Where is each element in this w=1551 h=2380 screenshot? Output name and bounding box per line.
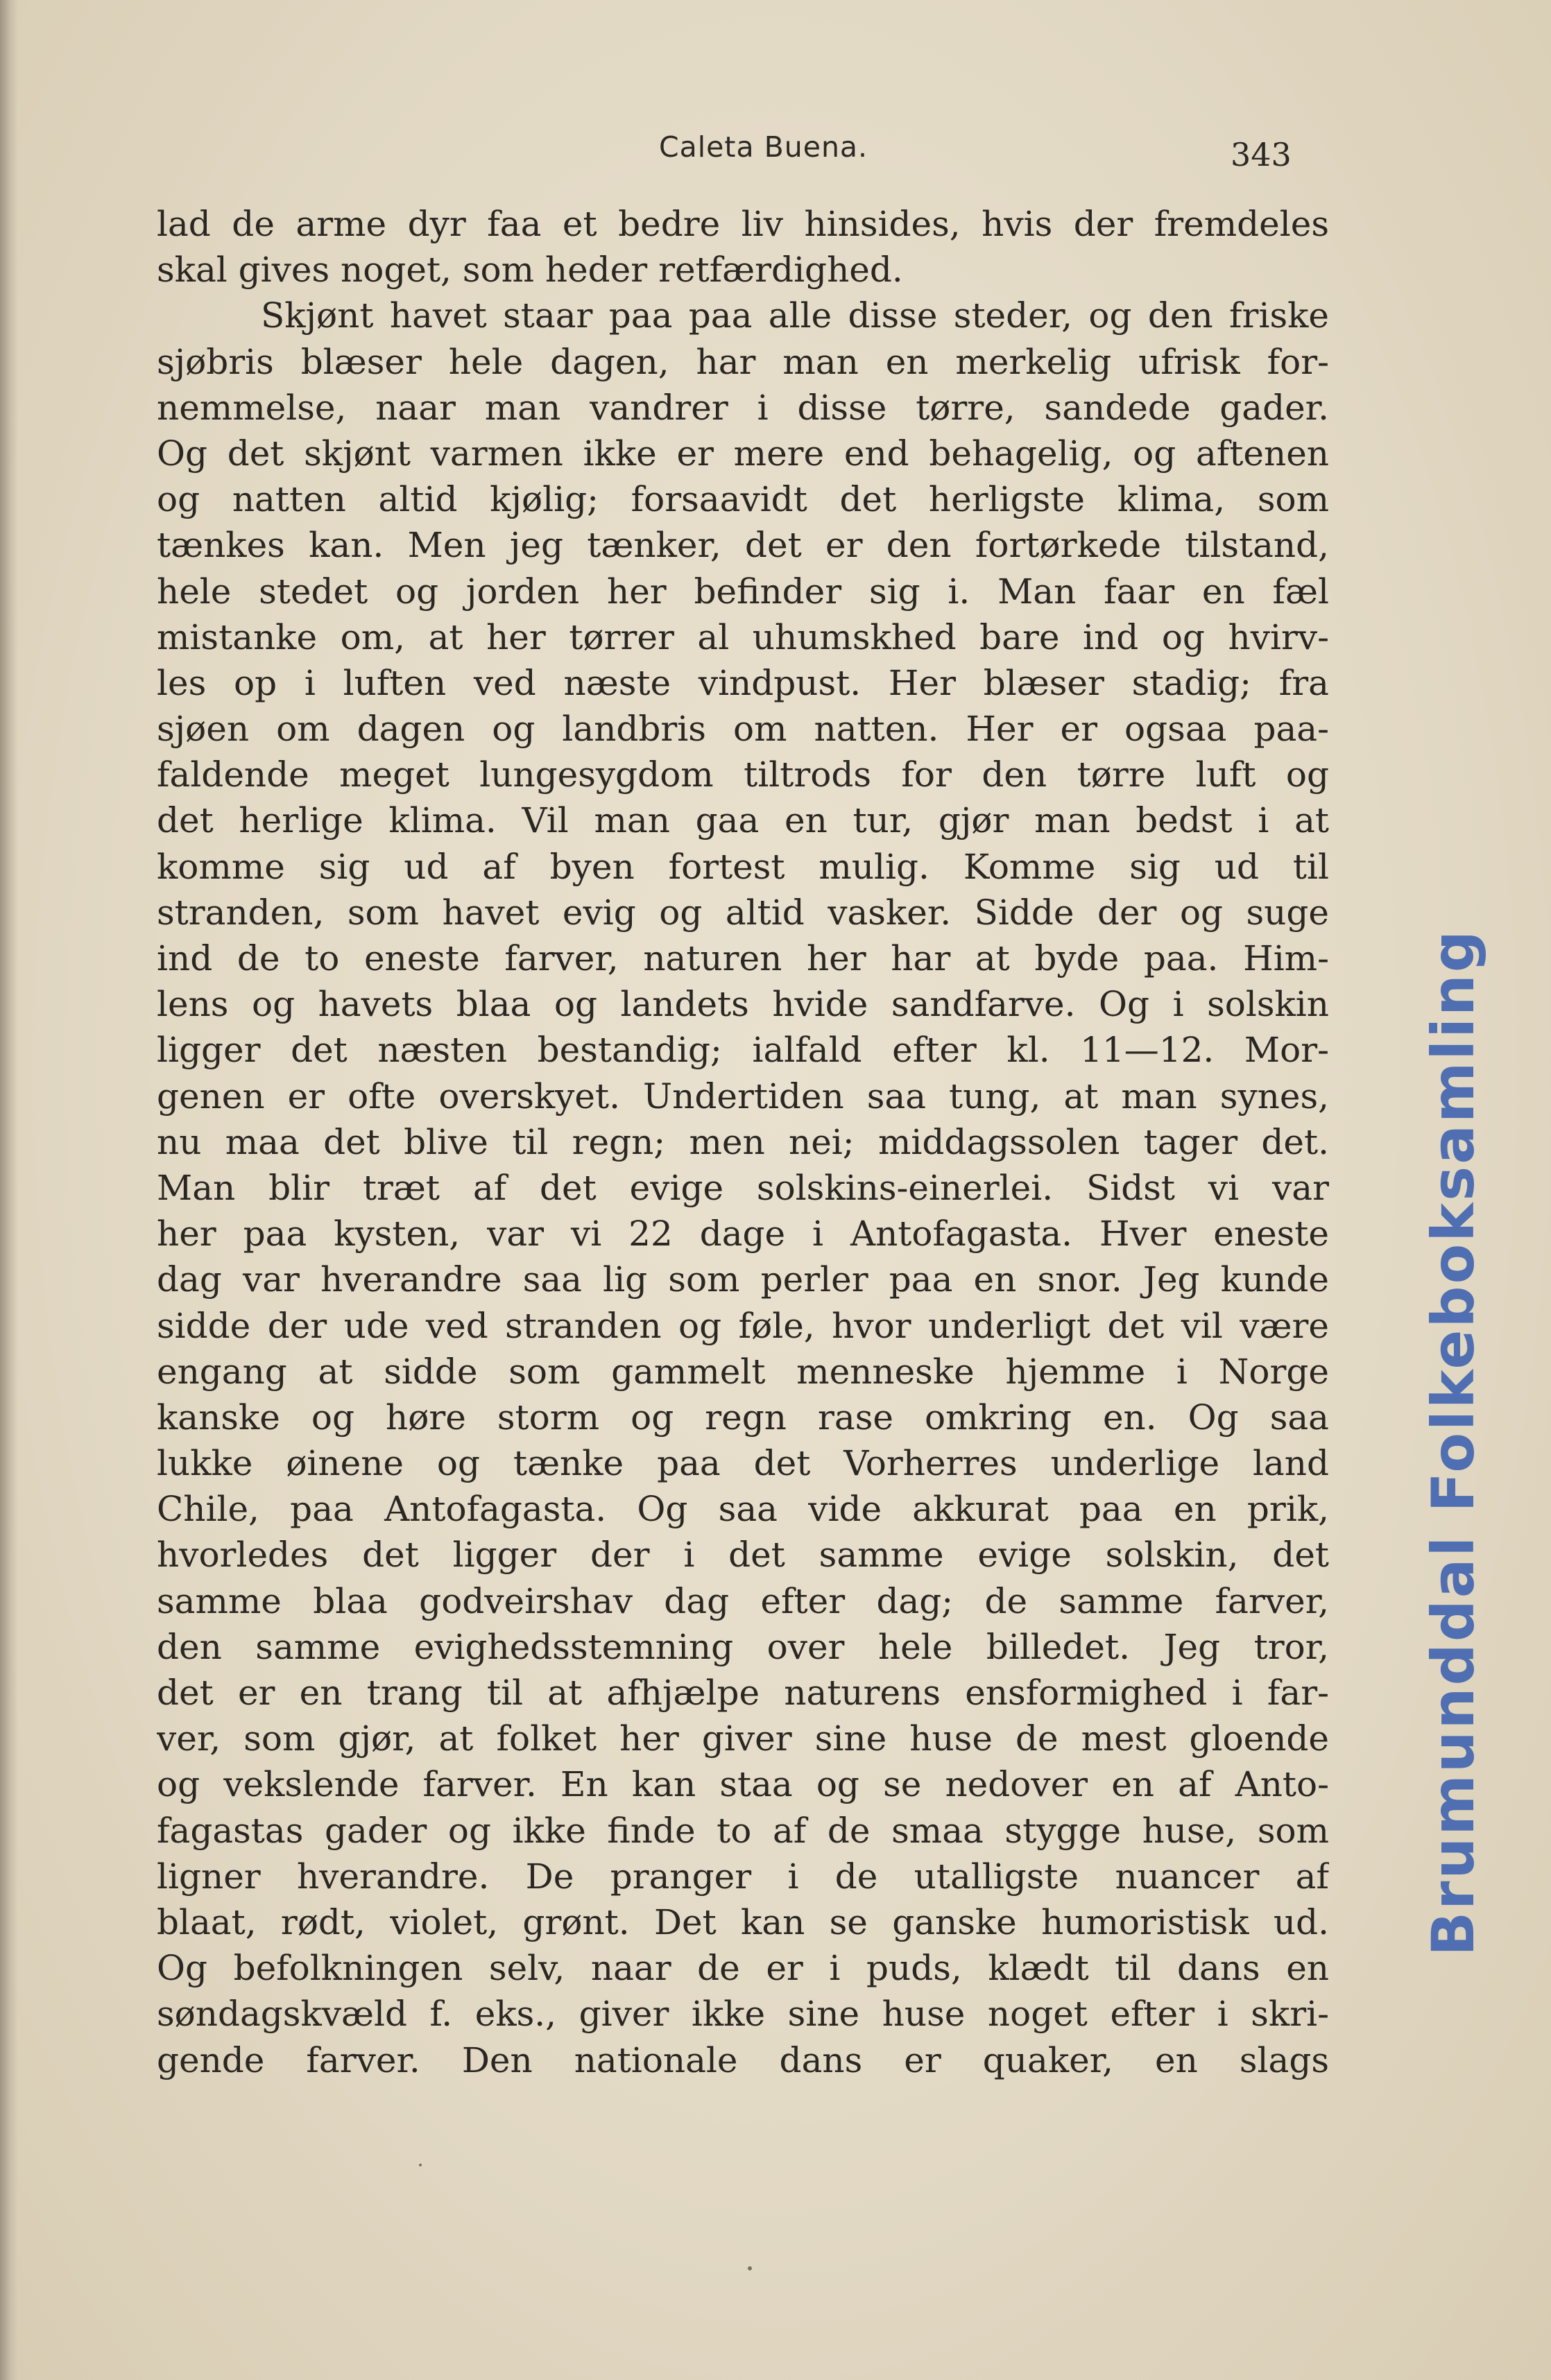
text-line: faldende meget lungesygdom tiltrods for den tørre luft og — [157, 754, 1329, 795]
library-stamp — [1419, 929, 1488, 1956]
text-line: det herlige klima. Vil man gaa en tur, gjør man bedst i at — [157, 800, 1329, 841]
text-line: Og det skjønt varmen ikke er mere end behagelig, og aftenen — [157, 433, 1329, 474]
text-line: det er en trang til at afhjælpe naturens ensformighed i far- — [157, 1673, 1329, 1713]
library-stamp-text: Brumunddal Folkeboksamling — [1419, 929, 1487, 1956]
text-line: og vekslende farver. En kan staa og se nedover en af Anto- — [157, 1764, 1329, 1805]
text-line: dag var hverandre saa lig som perler paa en snor. Jeg kunde — [157, 1259, 1329, 1300]
text-line: hele stedet og jorden her befinder sig i. Man faar en fæl — [157, 571, 1329, 612]
text-line: kanske og høre storm og regn rase omkring en. Og saa — [157, 1397, 1329, 1438]
text-line: skal gives noget, som heder retfærdighed. — [157, 250, 903, 291]
text-line: les op i luften ved næste vindpust. Her blæser stadig; fra — [157, 662, 1329, 703]
text-line: blaat, rødt, violet, grønt. Det kan se ganske humoristisk ud. — [157, 1902, 1329, 1942]
text-line: genen er ofte overskyet. Undertiden saa tung, at man synes, — [157, 1076, 1329, 1116]
text-line: sjøbris blæser hele dagen, har man en merkelig ufrisk for- — [157, 341, 1329, 382]
text-line: samme blaa godveirshav dag efter dag; de samme farver, — [157, 1580, 1329, 1621]
text-line: ligger det næsten bestandig; ialfald efter kl. 11—12. Mor- — [157, 1030, 1329, 1071]
text-line: tænkes kan. Men jeg tænker, det er den fortørkede tilstand, — [157, 525, 1329, 566]
text-line: den samme evighedsstemning over hele billedet. Jeg tror, — [157, 1626, 1329, 1667]
text-line: ind de to eneste farver, naturen her har at byde paa. Him- — [157, 938, 1329, 978]
text-line: nu maa det blive til regn; men nei; middagssolen tager det. — [157, 1121, 1329, 1162]
text-line: søndagskvæld f. eks., giver ikke sine huse noget efter i skri- — [157, 1994, 1329, 2035]
text-line: sidde der ude ved stranden og føle, hvor underligt det vil være — [157, 1305, 1329, 1346]
page-number: 343 — [1231, 136, 1292, 173]
text-line: lens og havets blaa og landets hvide sandfarve. Og i solskin — [157, 984, 1329, 1025]
text-line: Man blir træt af det evige solskins-einerlei. Sidst vi var — [157, 1167, 1329, 1208]
binding-edge — [0, 0, 18, 2380]
text-line: ligner hverandre. De pranger i de utalligste nuancer af — [157, 1856, 1329, 1897]
paper-speck — [419, 2164, 422, 2166]
text-line: sjøen om dagen og landbris om natten. Her er ogsaa paa- — [157, 709, 1329, 750]
text-line: lad de arme dyr faa et bedre liv hinsides, hvis der fremdeles — [157, 204, 1329, 244]
text-line: her paa kysten, var vi 22 dage i Antofagasta. Hver eneste — [157, 1214, 1329, 1254]
body-text — [157, 201, 1329, 2083]
text-line: og natten altid kjølig; forsaavidt det herligste klima, som — [157, 479, 1329, 520]
text-line: mistanke om, at her tørrer al uhumskhed bare ind og hvirv- — [157, 616, 1329, 657]
text-line: stranden, som havet evig og altid vasker. Sidde der og suge — [157, 892, 1329, 933]
text-line: gende farver. Den nationale dans er quaker, en slags — [157, 2040, 1329, 2080]
text-line: komme sig ud af byen fortest mulig. Komme sig ud til — [157, 846, 1329, 887]
text-line: fagastas gader og ikke finde to af de smaa stygge huse, som — [157, 1810, 1329, 1851]
running-head: Caleta Buena. — [659, 130, 868, 164]
text-line: ver, som gjør, at folket her giver sine huse de mest gloende — [157, 1718, 1329, 1759]
text-line: Og befolkningen selv, naar de er i puds, klædt til dans en — [157, 1948, 1329, 1989]
text-line: Skjønt havet staar paa paa alle disse steder, og den friske — [261, 295, 1329, 336]
text-line: lukke øinene og tænke paa det Vorherres underlige land — [157, 1443, 1329, 1484]
text-line: hvorledes det ligger der i det samme evige solskin, det — [157, 1535, 1329, 1576]
text-line: Chile, paa Antofagasta. Og saa vide akkurat paa en prik, — [157, 1489, 1329, 1530]
text-line: engang at sidde som gammelt menneske hjemme i Norge — [157, 1351, 1329, 1392]
page-header — [0, 130, 1551, 172]
paper-speck — [748, 2266, 752, 2270]
text-line: nemmelse, naar man vandrer i disse tørre, sandede gader. — [157, 387, 1329, 428]
